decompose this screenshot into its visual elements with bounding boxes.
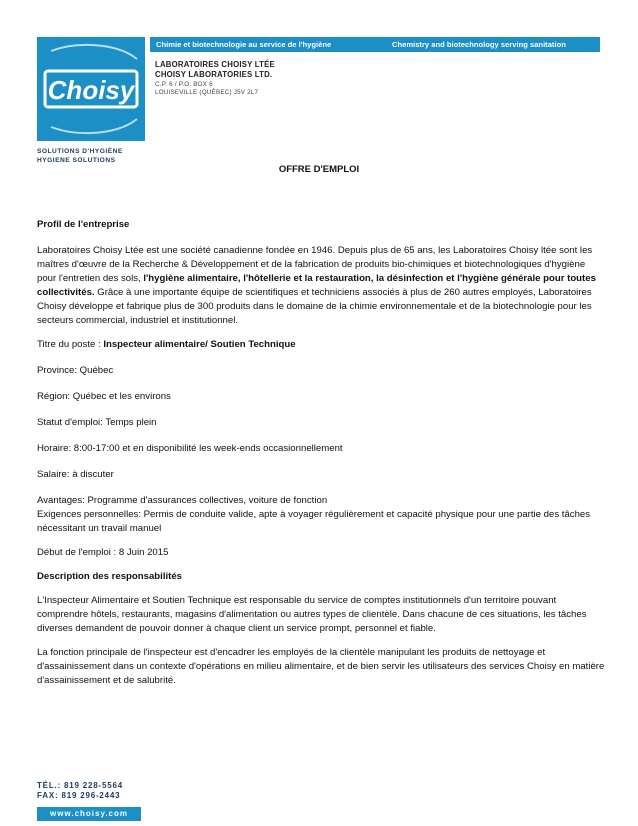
- website-bar: [37, 807, 141, 821]
- website-link[interactable]: www.choisy.com: [49, 809, 128, 818]
- requirements-line: Exigences personnelles: Permis de conduite valide, apte à voyager régulièrement et capacité physique pour une partie des tâches nécessitant un travail manuel: [37, 509, 591, 534]
- region-line: Région: Québec et les environs: [37, 391, 171, 402]
- profile-text-part1: Laboratoires Choisy Ltée est une société canadienne fondée en 1946. Depuis plus de 65 ans, les Laboratoires Choisy ltée sont les maîtres d'œuvre de la Recherche & Développement et de la fabrication de produits bio-chimiques et biotechnologiques d'hygiène pour l'entretien des sols,: [37, 245, 593, 284]
- company-name: [155, 60, 275, 80]
- phone-number: TÉL.: 819 228-5564: [37, 781, 123, 790]
- company-address: [155, 81, 258, 98]
- responsibilities-paragraph-1: L'Inspecteur Alimentaire et Soutien Technique est responsable du service de comptes institutionnels d'un territoire pouvant comprendre hôtels, restaurants, magasins d'alimentation ou autres types de clientèle. Dans chacune de ces situations, les tâches diverses demandent de pouvoir donner à chaque client un service prompt, personnel et fiable.: [37, 595, 587, 634]
- profile-text-bold: l'hygiène alimentaire, l'hôtellerie et la restauration, la désinfection et l'hygiène générale pour toutes collectivités.: [37, 273, 596, 298]
- profile-paragraph: [37, 244, 605, 328]
- company-name-fr: LABORATOIRES CHOISY LTÉE: [155, 60, 275, 69]
- address-city: LOUISEVILLE (QUÉBEC) J5V 2L7: [155, 89, 259, 97]
- job-title-line: [37, 338, 605, 352]
- contact-info: [37, 781, 123, 801]
- solutions-fr: SOLUTIONS D'HYGIÈNE: [37, 148, 123, 155]
- header-tagline-bar: [150, 37, 600, 52]
- document-body: [37, 218, 605, 688]
- choisy-logo: [37, 37, 145, 141]
- salary-line: Salaire: à discuter: [37, 469, 114, 480]
- schedule-line: Horaire: 8:00-17:00 et en disponibilité les week-ends occasionnellement: [37, 443, 343, 454]
- province-line: Province: Québec: [37, 365, 114, 376]
- profile-heading: Profil de l'entreprise: [37, 219, 130, 230]
- employment-status-line: Statut d'emploi: Temps plein: [37, 417, 157, 428]
- fax-number: FAX: 819 296-2443: [37, 791, 121, 800]
- tagline-en: Chemistry and biotechnology serving sanitation: [392, 40, 566, 49]
- start-date-line: Début de l'emploi : 8 Juin 2015: [37, 547, 169, 558]
- address-box: C.P. 6 / P.O. BOX 6: [155, 81, 213, 88]
- job-title-value: Inspecteur alimentaire/ Soutien Technique: [103, 339, 296, 350]
- company-name-en: CHOISY LABORATORIES LTD.: [155, 70, 273, 79]
- solutions-label: [37, 147, 123, 165]
- responsibilities-heading: Description des responsabilités: [37, 571, 183, 582]
- logo-text: Choisy: [47, 75, 135, 105]
- responsibilities-paragraph-2: La fonction principale de l'inspecteur est d'encadrer les employés de la clientèle manipulant les produits de nettoyage et d'assainissement dans un contexte d'opérations en milieu alimentaire, et de bien servir les utilisateurs des services Choisy en matière d'assainissement et de salubrité.: [37, 647, 605, 686]
- profile-text-part2: Grâce à une importante équipe de scientifiques et techniciens associés à plus de 260 autres employés, Laboratoires Choisy développe et fabrique plus de 300 produits dans le domaine de la chimie environnementale et de la biotechnologie pour les secteurs commercial, industriel et institutionnel.: [37, 287, 592, 326]
- document-title: OFFRE D'EMPLOI: [278, 164, 360, 175]
- choisy-logo-graphic: [37, 37, 145, 141]
- tagline-fr: Chimie et biotechnologie au service de l'hygiène: [156, 40, 332, 49]
- solutions-en: HYGIENE SOLUTIONS: [37, 157, 116, 164]
- benefits-line: Avantages: Programme d'assurances collectives, voiture de fonction: [37, 495, 328, 506]
- job-title-label: Titre du poste :: [37, 339, 104, 350]
